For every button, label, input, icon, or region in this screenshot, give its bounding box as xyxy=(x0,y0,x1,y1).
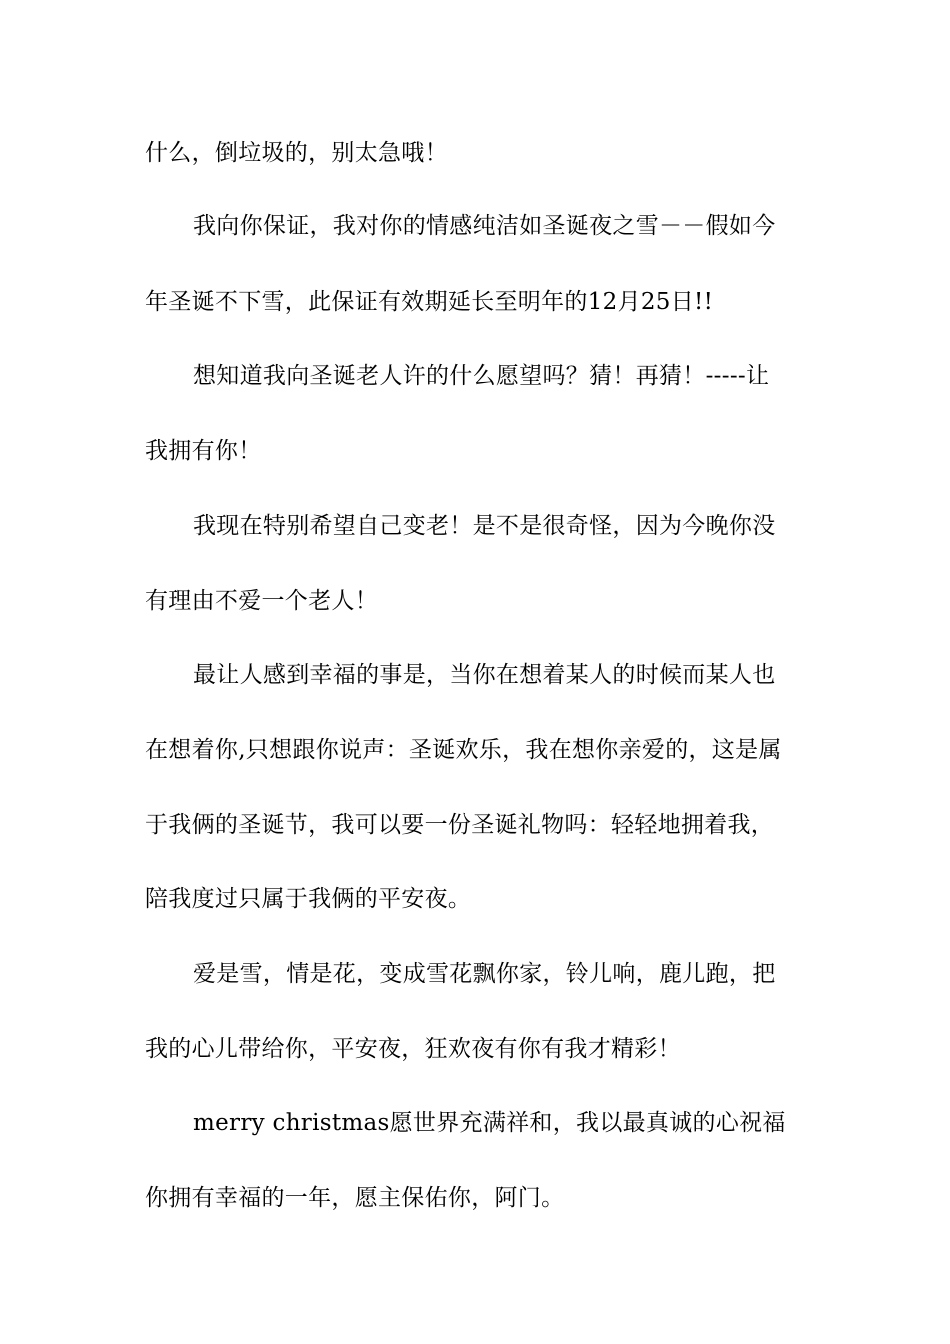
paragraph-first-line: 最让人感到幸福的事是，当你在想着某人的时候而某人也 xyxy=(193,662,776,688)
paragraph-first-line: 我现在特别希望自己变老！是不是很奇怪，因为今晚你没 xyxy=(193,513,776,539)
text-line: 有理由不爱一个老人！ xyxy=(145,588,378,614)
text-line: 陪我度过只属于我俩的平安夜。 xyxy=(145,886,472,912)
text-line: 在想着你,只想跟你说声：圣诞欢乐，我在想你亲爱的，这是属 xyxy=(145,737,782,763)
text-line: 年圣诞不下雪，此保证有效期延长至明年的12月25日!! xyxy=(145,289,714,315)
text-line: 于我俩的圣诞节，我可以要一份圣诞礼物吗：轻轻地拥着我， xyxy=(145,812,775,838)
text-line: 我拥有你！ xyxy=(145,438,262,464)
paragraph-first-line: 我向你保证，我对你的情感纯洁如圣诞夜之雪－－假如今 xyxy=(193,213,776,239)
text-line: 我的心儿带给你，平安夜，狂欢夜有你有我才精彩！ xyxy=(145,1036,681,1062)
paragraph-first-line: 想知道我向圣诞老人许的什么愿望吗？猜！再猜！-----让 xyxy=(193,363,770,389)
text-line: 什么，倒垃圾的，别太急哦！ xyxy=(145,140,448,166)
text-line: 你拥有幸福的一年，愿主保佑你，阿门。 xyxy=(145,1185,565,1211)
paragraph-first-line: merry christmas愿世界充满祥和，我以最真诚的心祝福 xyxy=(193,1110,786,1136)
paragraph-first-line: 爱是雪，情是花，变成雪花飘你家，铃儿响，鹿儿跑，把 xyxy=(193,961,776,987)
